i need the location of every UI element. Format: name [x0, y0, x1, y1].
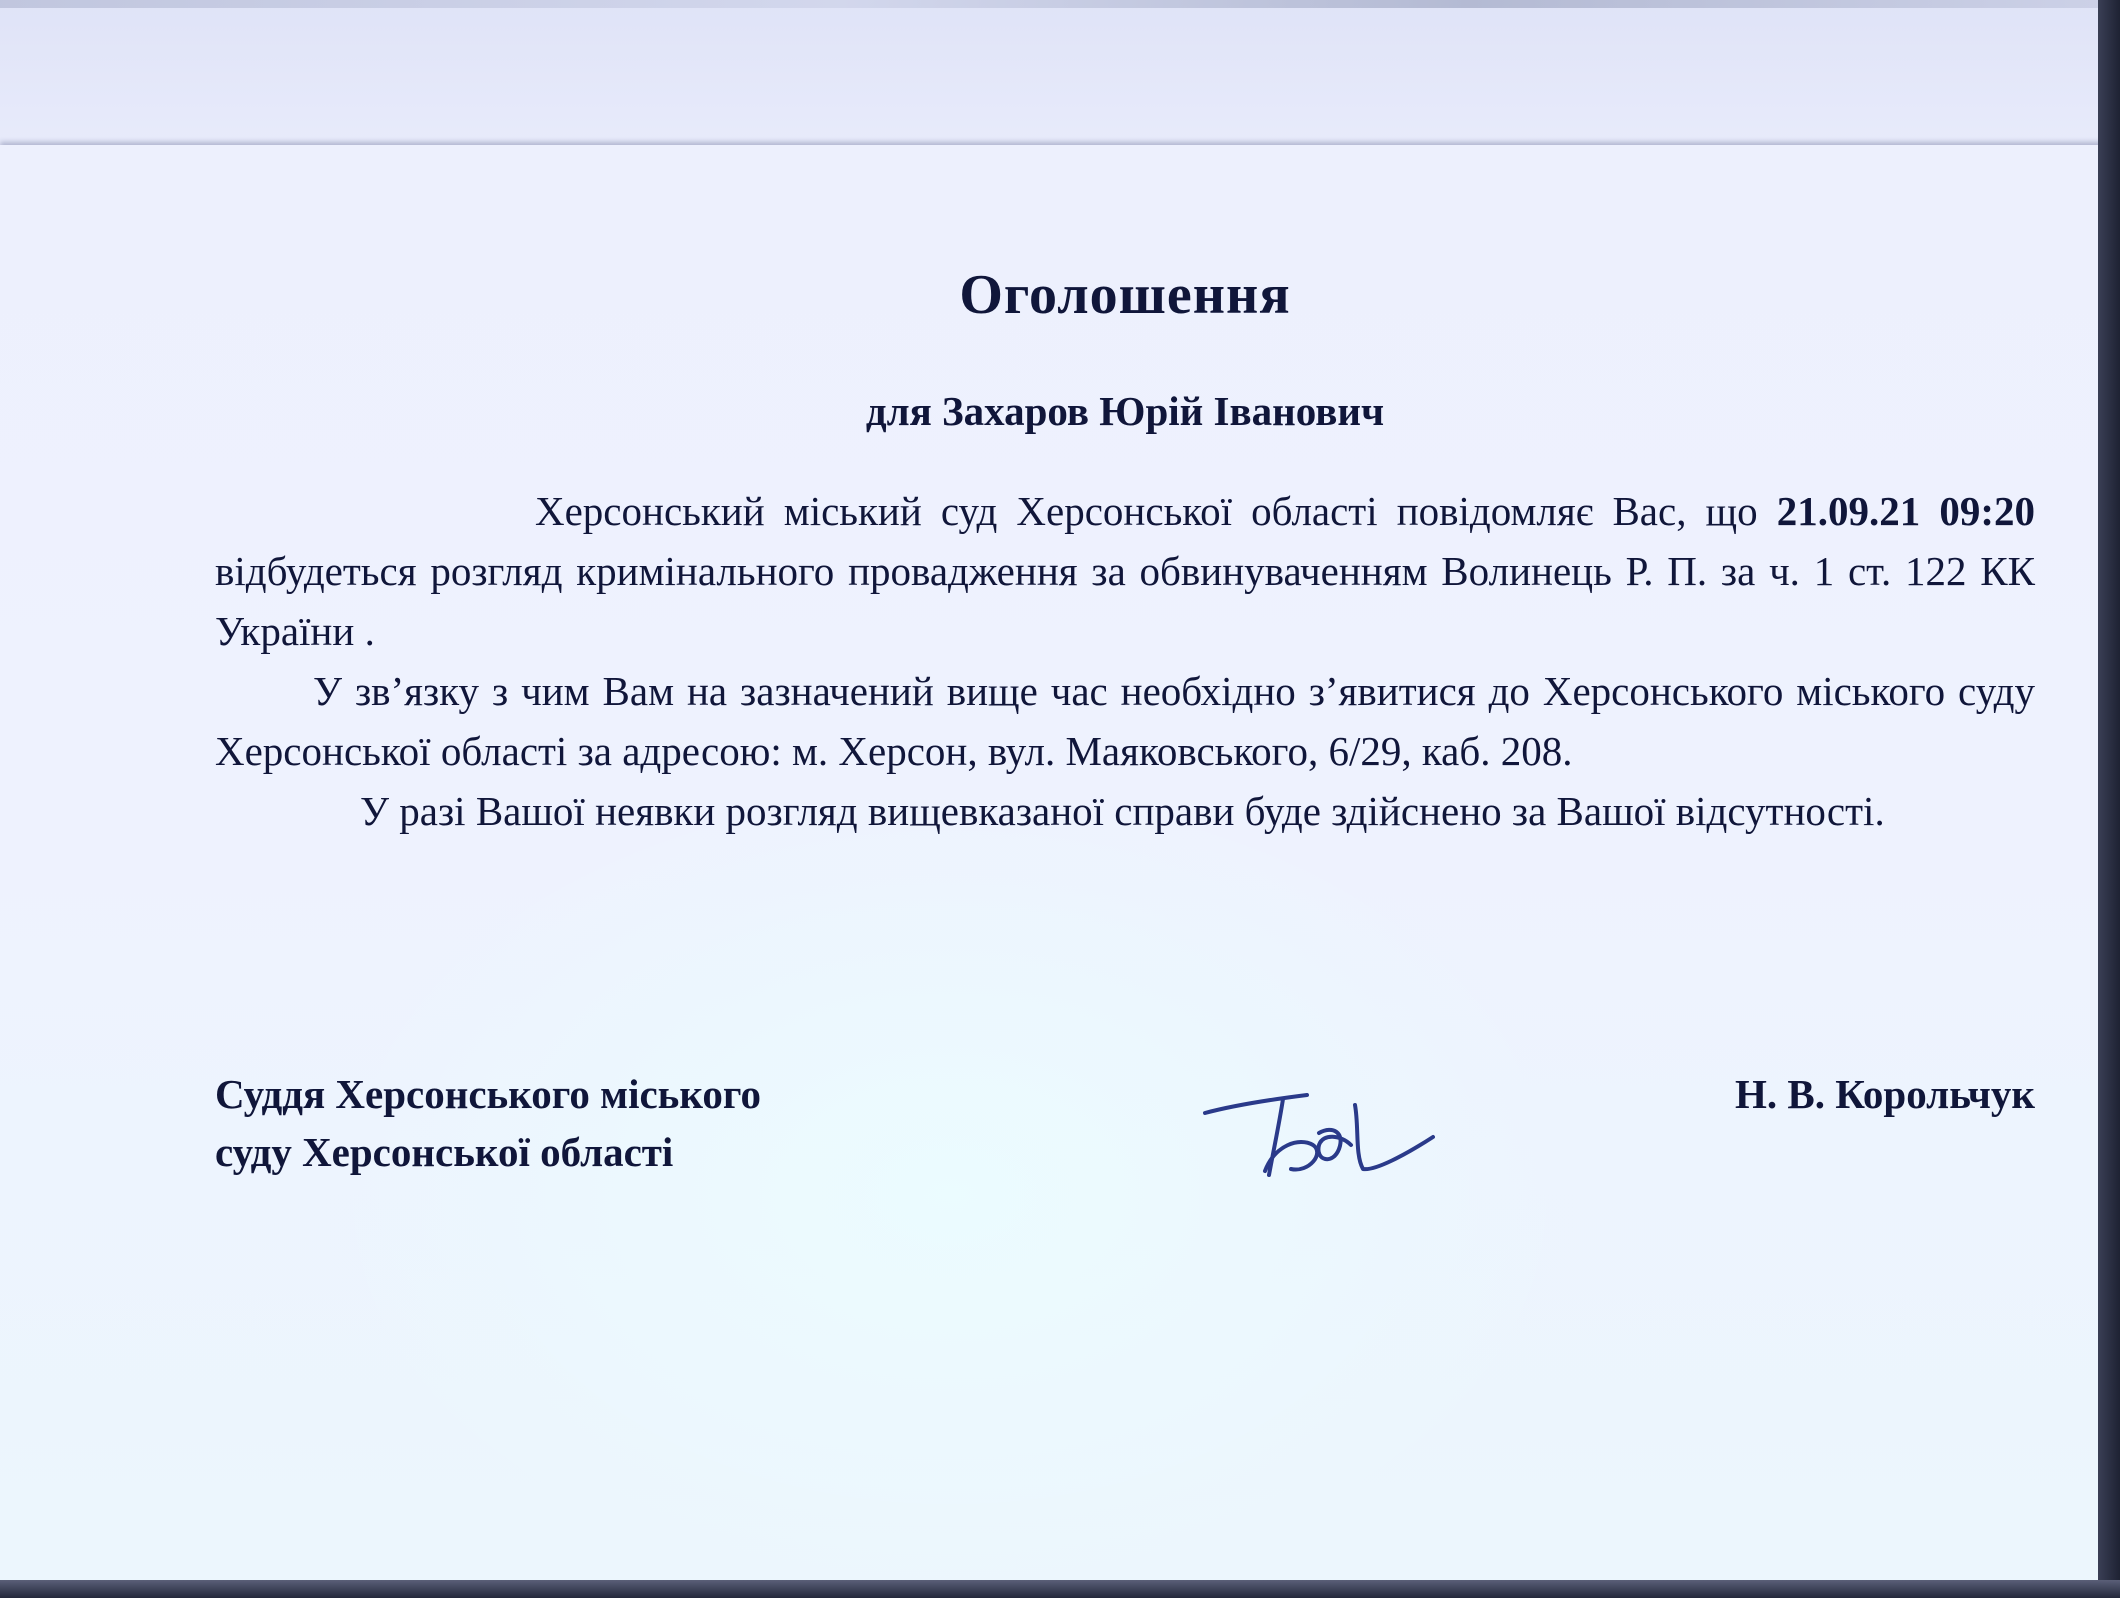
paragraph-appearance: У зв’язку з чим Вам на зазначений вище час необхідно з’явитися до Херсонського міського суду Херсонської області за адресою: м. Херсон, вул. Маяковського, 6/29, каб. 208.: [215, 668, 2035, 774]
desk-edge-right: [2098, 0, 2120, 1598]
paragraph-hearing-text-b: відбудеться розгляд кримінального провадження за обвинуваченням Волинець Р. П. за ч. 1 ст. 122 КК України .: [215, 548, 2035, 654]
paragraph-hearing-text-a: Херсонський міський суд Херсонської області повідомляє Вас, що: [535, 488, 1777, 534]
background-sheet: [0, 0, 2098, 150]
notice-body: [215, 481, 2035, 841]
hearing-datetime: 21.09.21 09:20: [1776, 488, 2035, 534]
paragraph-absence: У разі Вашої неявки розгляд вищевказаної справи буде здійснено за Вашої відсутності.: [360, 788, 1885, 834]
signatory-position-line2: суду Херсонської області: [215, 1129, 674, 1175]
signatory-position-line1: Суддя Херсонського міського: [215, 1071, 762, 1117]
handwritten-signature: [1195, 1075, 1435, 1195]
signatory-name: Н. В. Корольчук: [1735, 1071, 2035, 1117]
notice-recipient: для Захаров Юрій Іванович: [865, 388, 1385, 434]
desk-edge-bottom: [0, 1580, 2120, 1598]
notice-sheet: [0, 145, 2112, 1585]
notice-title: Оголошення: [959, 264, 1291, 326]
signatory-position: [215, 1065, 761, 1181]
background-sheet-edge: [0, 0, 2098, 8]
paragraph-hearing: [215, 481, 2035, 661]
